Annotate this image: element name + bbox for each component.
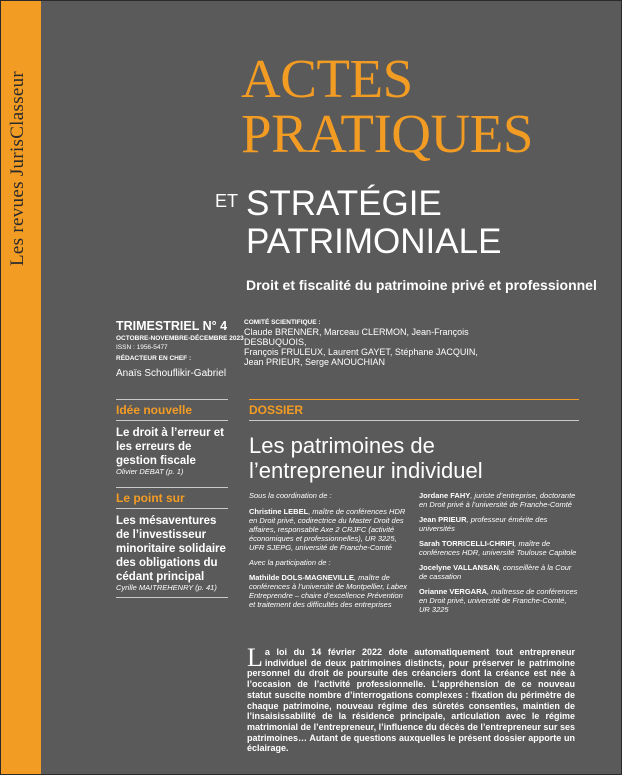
title-line-2: PRATIQUES [241,103,533,164]
contributor [419,539,579,557]
journal-subtitle: Droit et fiscalité du patrimoine privé et professionnel [246,277,597,293]
editor-name: Anaïs Schouflikir-Gabriel [116,368,227,379]
contributor-desc: , professeur émérite des universités [419,515,548,533]
divider [249,420,579,421]
dossier-title [249,433,483,483]
contributor-name: Sarah TORRICELLI-CHRIFI [419,539,515,548]
article-author: Olivier DEBAT (p. 1) [116,467,184,476]
contributor-desc: , juriste d’entreprise, doctorante en Droit privé à l’université de Franche-Comté [419,491,576,509]
drop-cap: L [247,643,263,672]
coordinator-desc: , maître de conférences HDR en Droit privé, codirectrice du Master Droit des affaires, responsable Axe 2 CRJFC (activité économiques et professionnelles), UR 3225, UFR SJEPG, université de Franche-Comté [249,507,406,552]
contributor-desc: , maître de conférences HDR, université Toulouse Capitole [419,539,577,557]
coordinator-name: Christine LEBEL [249,507,309,516]
divider [249,399,579,400]
committee-label: COMITÉ SCIENTIFIQUE : [244,319,321,326]
title-conjunction: ET [215,191,239,211]
issn: ISSN : 1956-5477 [116,344,168,351]
editor-label: RÉDACTEUR EN CHEF : [116,355,192,362]
contributor [419,491,579,509]
contributor [419,587,579,614]
committee-line: Jean PRIEUR, Serge ANOUCHIAN [244,357,386,367]
intro-text: a loi du 14 février 2022 dote automatiquement tout entrepreneur individuel de deux patrimoines distincts, pour préserver le patrimoine personnel du droit de poursuite des créanciers dont la créance est née à l’occasion de l’activité professionnelle. L’appréhension de ce nouveau statut suscite nombre d’interrogations complexes : fixation du périmètre de chaque patrimoine, nouveau régime des sûretés consenties, maintien de l’insaisissabilité de la résidence principale, articulation avec le régime matrimonial de l’entrepreneur, l’influence du décès de l’entrepreneur sur ses patrimoines… Autant de questions auxquelles le présent dossier apporte un éclairage. [247,647,575,754]
contributor-name: Mathilde DOLS-MAGNEVILLE [249,573,354,582]
title-line-4: PATRIMONIALE [246,222,502,261]
participation-label: Avec la participation de : [249,558,331,567]
sidebar-band [1,1,41,774]
issue-dates: OCTOBRE-NOVEMBRE-DÉCEMBRE 2023 [116,335,244,342]
article-author: Cyrille MAITREHENRY (p. 41) [116,583,217,592]
committee-members [244,327,484,367]
dossier-title-line: l’entrepreneur individuel [249,458,483,483]
contributor-name: Orianne VERGARA [419,587,487,596]
section-title-new-idea: Idée nouvelle [116,403,193,417]
committee-line: Claude BRENNER, Marceau CLERMON, Jean-François DESBUQUOIS, [244,327,469,347]
contributor [249,573,409,609]
dossier-label: DOSSIER [249,403,304,417]
divider [116,420,228,421]
contributors-right [419,491,579,614]
contributor-desc: , maître de conférences à l’université de Montpellier, Labex Entreprendre – chaire d’excellence Prévention et traitement des difficultés des entreprises [249,573,408,609]
divider [116,508,228,509]
contributor-name: Jordane FAHY [419,491,471,500]
section-title-focus: Le point sur [116,491,185,505]
divider [116,487,228,488]
dossier-intro [247,643,575,754]
coordination-block [249,491,409,609]
coordination-label: Sous la coordination de : [249,491,332,500]
committee-line: François FRULEUX, Laurent GAYET, Stéphane JACQUIN, [244,347,478,357]
contributor-desc: , maîtresse de conférences en Droit privé, université de Franche-Comté, UR 3225 [419,587,578,614]
contributor-name: Jocelyne VALLANSAN [419,563,499,572]
contributor-desc: , conseillère à la Cour de cassation [419,563,572,581]
coordinator [249,507,409,552]
contributor-name: Jean PRIEUR [419,515,467,524]
issue-number: TRIMESTRIEL N° 4 [116,319,228,333]
divider [116,597,228,598]
title-line-1: ACTES [241,48,413,109]
contributor [419,563,579,581]
divider [116,399,228,400]
title-line-3: STRATÉGIE [246,184,442,223]
article-title: Le droit à l’erreur et les erreurs de gestion fiscale [116,427,225,467]
publisher-series: Les revues JurisClasseur [7,70,28,266]
contributor [419,515,579,533]
dossier-title-line: Les patrimoines de [249,433,435,458]
article-title: Les mésaventures de l’investisseur minoritaire solidaire des obligations du cédant principal [116,515,226,583]
